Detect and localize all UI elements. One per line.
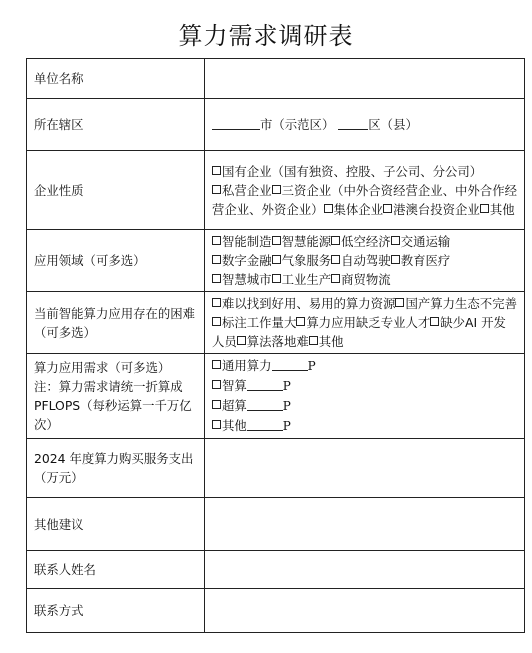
checkbox-icon (212, 166, 221, 175)
contact-name-field[interactable] (205, 551, 525, 589)
unit-name-label: 单位名称 (27, 59, 205, 99)
demand-option-general[interactable]: 通用算力 P (212, 356, 518, 376)
field-option-1[interactable]: 智能制造 (212, 234, 272, 249)
demand-option-intelligent[interactable]: 智算 P (212, 376, 518, 396)
checkbox-icon (331, 236, 340, 245)
suggestion-field[interactable] (205, 498, 525, 551)
fields-options (205, 230, 525, 292)
field-option-7[interactable]: 自动驾驶 (331, 253, 391, 268)
row-suggestion (27, 498, 525, 551)
checkbox-icon (212, 255, 221, 264)
checkbox-icon (309, 336, 318, 345)
checkbox-icon (212, 274, 221, 283)
row-spend (27, 439, 525, 498)
suggestion-label: 其他建议 (27, 498, 205, 551)
checkbox-icon (237, 336, 246, 345)
field-option-6[interactable]: 气象服务 (272, 253, 332, 268)
unit-name-field[interactable] (205, 59, 525, 99)
nature-option-1[interactable]: 国有企业（国有独资、控股、子公司、分公司） (212, 164, 482, 179)
checkbox-icon (212, 420, 221, 429)
district-suffix: 区（县） (368, 117, 418, 132)
row-contact-method (27, 589, 525, 633)
nature-option-4[interactable]: 集体企业 (324, 202, 384, 217)
checkbox-icon (212, 317, 221, 326)
difficulty-options (205, 292, 525, 354)
checkbox-icon (212, 360, 221, 369)
demand-label-title: 算力应用需求（可多选） (34, 360, 171, 375)
district-blank[interactable] (338, 117, 368, 130)
checkbox-icon (383, 204, 392, 213)
contact-name-label: 联系人姓名 (27, 551, 205, 589)
page-title: 算力需求调研表 (178, 22, 354, 50)
checkbox-icon (212, 400, 221, 409)
checkbox-icon (212, 298, 221, 307)
field-option-5[interactable]: 数字金融 (212, 253, 272, 268)
nature-option-3[interactable]: 三资企业（中外合资经营企业、中外合作经营企业、外资企业） (212, 182, 517, 217)
field-option-2[interactable]: 智慧能源 (272, 234, 332, 249)
checkbox-icon (272, 274, 281, 283)
city-suffix: 市（示范区） (260, 117, 335, 132)
checkbox-icon (391, 255, 400, 264)
demand-label (27, 354, 205, 439)
difficulty-option-6[interactable]: 算法落地难 (237, 334, 309, 349)
checkbox-icon (324, 204, 333, 213)
row-demand (27, 354, 525, 439)
checkbox-icon (272, 236, 281, 245)
checkbox-icon (391, 236, 400, 245)
demand-options (205, 354, 525, 439)
demand-label-note: 注：算力需求请统一折算成PFLOPS（每秒运算一千万亿次） (34, 379, 192, 432)
fields-label: 应用领域（可多选） (27, 230, 205, 292)
row-difficulty (27, 292, 525, 354)
demand-other-blank[interactable] (247, 418, 283, 431)
checkbox-icon (212, 185, 221, 194)
city-blank[interactable] (212, 117, 260, 130)
difficulty-option-7[interactable]: 其他 (309, 334, 344, 349)
difficulty-label: 当前智能算力应用存在的困难（可多选） (27, 292, 205, 354)
demand-option-super[interactable]: 超算 P (212, 396, 518, 416)
row-district (27, 99, 525, 151)
spend-label: 2024 年度算力购买服务支出（万元） (27, 439, 205, 498)
checkbox-icon (331, 255, 340, 264)
field-option-3[interactable]: 低空经济 (331, 234, 391, 249)
checkbox-icon (395, 298, 404, 307)
field-option-10[interactable]: 工业生产 (272, 272, 332, 287)
field-option-9[interactable]: 智慧城市 (212, 272, 272, 287)
nature-option-5[interactable]: 港澳台投资企业 (383, 202, 480, 217)
row-fields (27, 230, 525, 292)
checkbox-icon (480, 204, 489, 213)
field-option-4[interactable]: 交通运输 (391, 234, 451, 249)
field-option-11[interactable]: 商贸物流 (331, 272, 391, 287)
nature-option-6[interactable]: 其他 (480, 202, 515, 217)
demand-general-blank[interactable] (272, 358, 308, 371)
nature-option-2[interactable]: 私营企业 (212, 183, 272, 198)
district-label: 所在辖区 (27, 99, 205, 151)
checkbox-icon (212, 236, 221, 245)
difficulty-option-2[interactable]: 国产算力生态不完善 (395, 296, 517, 311)
contact-method-field[interactable] (205, 589, 525, 633)
row-unit-name (27, 59, 525, 99)
demand-super-blank[interactable] (247, 398, 283, 411)
difficulty-option-5[interactable]: 缺少AI 开发人员 (212, 315, 506, 349)
checkbox-icon (272, 255, 281, 264)
spend-field[interactable] (205, 439, 525, 498)
survey-table (26, 58, 525, 633)
district-field (205, 99, 525, 151)
difficulty-option-1[interactable]: 难以找到好用、易用的算力资源 (212, 296, 395, 311)
checkbox-icon (430, 317, 439, 326)
difficulty-option-3[interactable]: 标注工作量大 (212, 315, 296, 330)
row-nature (27, 151, 525, 230)
checkbox-icon (212, 380, 221, 389)
contact-method-label: 联系方式 (27, 589, 205, 633)
demand-option-other[interactable]: 其他 P (212, 416, 518, 436)
demand-intelligent-blank[interactable] (247, 378, 283, 391)
nature-options (205, 151, 525, 230)
row-contact-name (27, 551, 525, 589)
nature-label: 企业性质 (27, 151, 205, 230)
checkbox-icon (331, 274, 340, 283)
field-option-8[interactable]: 教育医疗 (391, 253, 451, 268)
difficulty-option-4[interactable]: 算力应用缺乏专业人才 (296, 315, 430, 330)
checkbox-icon (296, 317, 305, 326)
checkbox-icon (272, 185, 281, 194)
